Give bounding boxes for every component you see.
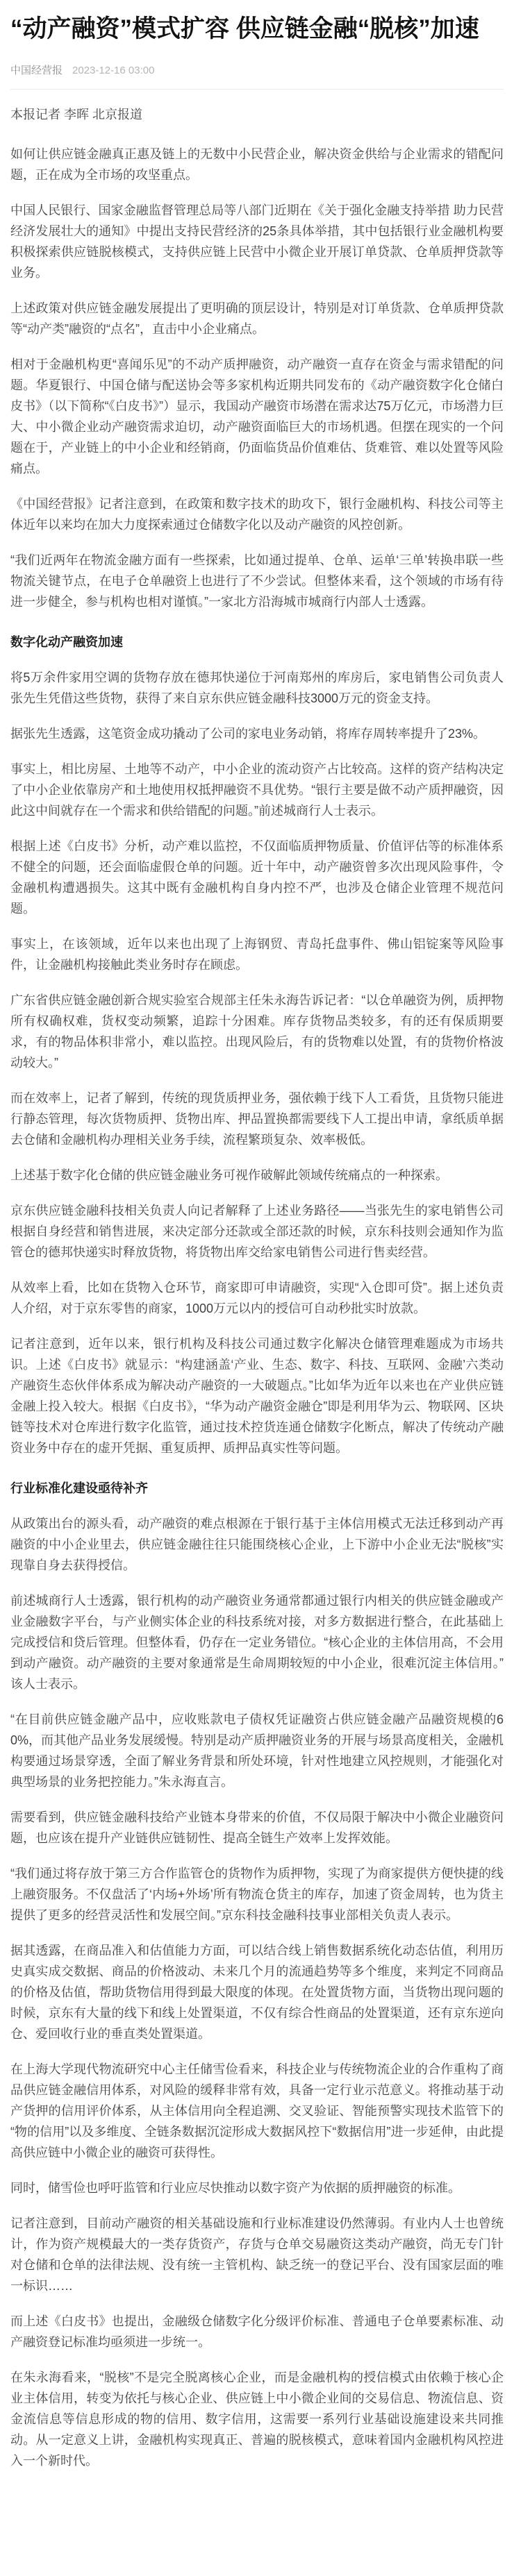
article-paragraph: 上述基于数字化仓储的供应链金融业务可视作破解此领域传统痛点的一种探索。	[10, 1168, 448, 1182]
article-paragraph: 记者注意到，目前动产融资的相关基础设施和行业标准建设仍然薄弱。有业内人士也曾统计，作为资产规模最大的一类存货资产，存货与仓单交易融资这类动产融资，尚无专门针对仓储和仓单的法律法规、没有统一主管机构、缺乏统一的登记平台、没有国家层面的唯一标识……	[10, 2216, 504, 2293]
article-paragraph: 而上述《白皮书》也提出，金融级仓储数字化分级评价标准、普通电子仓单要素标准、动产融资登记标准均亟须进一步统一。	[10, 2314, 504, 2349]
article-paragraph: 同时，储雪俭也呼吁监管和行业应尽快推动以数字资产为依据的质押融资的标准。	[10, 2181, 461, 2195]
article-paragraph: 《中国经营报》记者注意到，在政策和数字技术的助攻下，银行金融机构、科技公司等主体近年以来均在加大力度探索通过仓储数字化以及动产融资的风控创新。	[10, 497, 504, 532]
article-paragraph: 而在效率上，记者了解到，传统的现货质押业务，强依赖于线下人工看货，且货物只能进行静态管理，每次货物质押、货物出库、押品置换都需要线下人工提出申请，拿纸质单据去仓储和金融机构办理相关业务手续，流程繁琐复杂、效率极低。	[10, 1091, 504, 1147]
article-paragraph: “我们通过将存放于第三方合作监管仓的货物作为质押物，实现了为商家提供方便快捷的线上融资服务。不仅盘活了‘内场+外场’所有物流仓货主的库存，加速了资金周转，也为货主提供了更多的经营灵活性和发展空间。”京东科技金融科技事业部相关负责人表示。	[10, 1867, 504, 1922]
publish-datetime: 2023-12-16 03:00	[72, 65, 155, 76]
article-paragraph: 在朱永海看来，“脱核”不是完全脱离核心企业，而是金融机构的授信模式由依赖于核心企业主体信用，转变为依托与核心企业、供应链上中小微企业间的交易信息、物流信息、资金流信息等信息形成的物的信用、数字信用，这需要一系列行业基础设施建设来共同推动。从一定意义上讲，金融机构实现真正、普遍的脱核模式，意味着国内金融机构风控进入一个新时代。	[10, 2371, 504, 2468]
article-paragraph: 从政策出台的源头看，动产融资的难点根源在于银行基于主体信用模式无法迁移到动产再融资的中小企业里去，供应链金融往往只能围绕核心企业，上下游中小企业无法“脱核”实现靠自身去获得授信。	[10, 1517, 504, 1572]
article-paragraph: 将5万余件家用空调的货物存放在德邦快递位于河南郑州的库房后，家电销售公司负责人张先生凭借这些货物，获得了来自京东供应链金融科技3000万元的资金支持。	[10, 671, 504, 705]
article-paragraph: “在目前供应链金融产品中，应收账款电子债权凭证融资占供应链金融产品融资规模的60%，而其他产品业务发展缓慢。特别是动产质押融资业务的开展与场景高度相关，金融机构要通过场景穿透，全面了解业务背景和所处环境，针对性地建立风控规则，才能强化对典型场景的业务把控能力。”朱永海直言。	[10, 1712, 504, 1789]
article-paragraph: 京东供应链金融科技相关负责人向记者解释了上述业务路径——当张先生的家电销售公司根据自身经营和销售进展，来决定部分还款或全部还款的时候，京东科技则会通知作为监管仓的德邦快递实时释放货物，将货物出库交给家电销售公司进行售卖经营。	[10, 1204, 504, 1259]
article-paragraph: 据张先生透露，这笔资金成功撬动了公司的家电业务动销，将库存周转率提升了23%。	[10, 727, 486, 741]
byline: 本报记者 李晖 北京报道	[10, 108, 143, 121]
article-paragraph: 上述政策对供应链金融发展提出了更明确的顶层设计，特别是对订单货款、仓单质押贷款等“动产类”融资的“点名”，直击中小企业痛点。	[10, 301, 504, 336]
article-paragraph: “我们近两年在物流金融方面有一些探索，比如通过提单、仓单、运单‘三单’转换串联一些物流关键节点，在电子仓单融资上也进行了不少尝试。但整体来看，这个领域的市场有待进一步健全，参与机构也相对谨慎。”一家北方沿海城市城商行内部人士透露。	[10, 553, 504, 609]
article-paragraph: 据其透露，在商品准入和估值能力方面，可以结合线上销售数据系统化动态估值，利用历史真实成交数据、商品的价格波动、未来几个月的流通趋势等多个维度，来判定不同商品的价格及估值，帮助货物信用得到最大限度的体现。在处置货物方面，当货物出现问题的时候，京东有大量的线下和线上处置渠道，不仅有综合性商品的处置渠道，还有京东逆向仓、爱回收行业的垂直类处置渠道。	[10, 1944, 504, 2041]
article-paragraph: 如何让供应链金融真正惠及链上的无数中小民营企业，解决资金供给与企业需求的错配问题，正在成为全市场的攻坚重点。	[10, 147, 504, 182]
article-paragraph: 根据上述《白皮书》分析，动产难以监控，不仅面临质押物质量、价值评估等的标准体系不健全的问题，还会面临虚假仓单的问题。近十年中，动产融资曾多次出现风险事件，令金融机构遭遇损失。这其中既有金融机构自身内控不严，也涉及仓储企业管理不规范问题。	[10, 839, 504, 916]
article-paragraph: 广东省供应链金融创新合规实验室合规部主任朱永海告诉记者：“以仓单融资为例，质押物所有权确权难，货权变动频繁，追踪十分困难。库存货物品类较多，有的还有保质期要求，有的物品体积非常小，难以监控。出现风险后，有的货物难以处置，有的货物价格波动较大。”	[10, 993, 504, 1070]
source-name[interactable]: 中国经营报	[10, 65, 63, 76]
article-body	[10, 144, 504, 2471]
header-divider	[10, 89, 504, 90]
article-meta	[10, 64, 504, 78]
article-paragraph: 记者注意到，近年以来，银行机构及科技公司通过数字化解决仓储管理难题成为市场共识。上述《白皮书》就显示：“构建涵盖‘产业、生态、数字、科技、互联网、金融’六类动产融资生态伙伴体系成为解决动产融资的一大破题点。”比如华为近年以来也在产业供应链金融上投入较大。根据《白皮书》，“华为动产融资金融仓”即是利用华为云、物联网、区块链等技术对仓库进行数字化监管，通过技术控货连通仓储数字化断点，解决了传统动产融资业务中存在的虚开凭据、重复质押、质押品真实性等问题。	[10, 1337, 504, 1455]
article-paragraph: 中国人民银行、国家金融监督管理总局等八部门近期在《关于强化金融支持举措 助力民营经济发展壮大的通知》中提出支持民营经济的25条具体举措，其中包括银行业金融机构要积极探索供应链脱核模式，支持供应链上民营中小微企业开展订单贷款、仓单质押贷款等业务。	[10, 203, 504, 280]
section-heading: 数字化动产融资加速	[10, 635, 123, 649]
article-paragraph: 在上海大学现代物流研究中心主任储雪俭看来，科技企业与传统物流企业的合作重构了商品供应链金融信用体系，对风险的缓释非常有效，具备一定行业示范意义。将推动基于动产货押的信用评价体系，从主体信用向全程追溯、交叉验证、智能预警实现技术监管下的“物的信用”以及多维度、全链条数据沉淀形成大数据风控下“数据信用”进一步延伸，由此提高供应链中小微企业的融资可获得性。	[10, 2062, 504, 2160]
section-heading: 行业标准化建设亟待补齐	[10, 1481, 148, 1495]
article-paragraph: 前述城商行人士透露，银行机构的动产融资业务通常都通过银行内相关的供应链金融或产业金融数字平台，与产业侧实体企业的科技系统对接，对多方数据进行整合，在此基础上完成授信和贷后管理。但整体看，仍存在一定业务错位。“核心企业的主体信用高，不会用到动产融资。动产融资的主要对象通常是生命周期较短的中小企业，很难沉淀主体信用。”该人士表示。	[10, 1594, 504, 1691]
article-paragraph: 相对于金融机构更“喜闻乐见”的不动产质押融资，动产融资一直存在资金与需求错配的问题。华夏银行、中国仓储与配送协会等多家机构近期共同发布的《动产融资数字化仓储白皮书》（以下简称“《白皮书》”）显示，我国动产融资市场潜在需求达75万亿元，市场潜力巨大、中小微企业动产融资需求迫切，动产融资面临巨大的市场机遇。但摆在现实的一个问题在于，产业链上的中小企业和经销商，仍面临货品价值难估、货难管、难以处置等风险痛点。	[10, 357, 504, 475]
article-paragraph: 从效率上看，比如在货物入仓环节，商家即可申请融资，实现“入仓即可贷”。据上述负责人介绍，对于京东零售的商家，1000万元以内的授信可自动秒批实时放款。	[10, 1281, 504, 1315]
page-title: “动产融资”模式扩容 供应链金融“脱核”加速	[10, 15, 479, 42]
article-paragraph: 事实上，相比房屋、土地等不动产，中小企业的流动资产占比较高。这样的资产结构决定了中小企业依靠房产和土地使用权抵押融资不具优势。“银行主要是做不动产质押融资，因此这中间就存在一个需求和供给错配的问题。”前述城商行人士表示。	[10, 762, 504, 818]
article-paragraph: 需要看到，供应链金融科技给产业链本身带来的价值，不仅局限于解决中小微企业融资问题，也应该在提升产业链供应链韧性、提高全链生产效率上发挥效能。	[10, 1810, 504, 1845]
article-paragraph: 事实上，在该领域，近年以来也出现了上海钢贸、青岛托盘事件、佛山铝锭案等风险事件，让金融机构接触此类业务时存在顾虑。	[10, 937, 504, 972]
